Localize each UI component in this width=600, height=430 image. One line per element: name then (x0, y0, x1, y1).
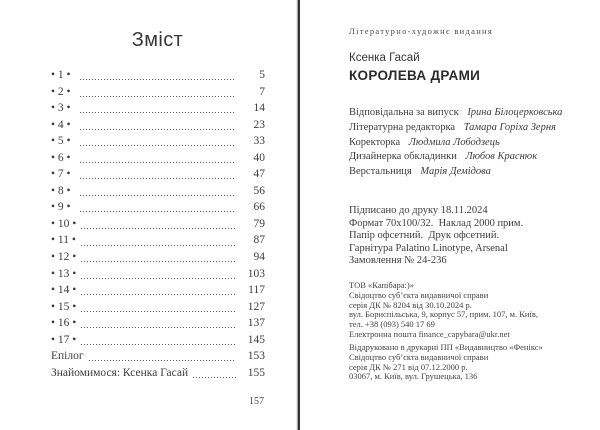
credit-role: Відповідальна за випуск (349, 107, 459, 118)
toc-page-number: 137 (247, 317, 265, 330)
toc-entry-label: • 17 • (51, 333, 77, 346)
toc-page-number: 155 (247, 366, 265, 379)
credit-row (349, 121, 562, 136)
print-info-line: Папір офсетний. Друк офсетний. (349, 230, 500, 242)
toc-row (51, 216, 265, 233)
printer-line: Свідоцтво суб’єкта видавничої справи (349, 351, 489, 362)
toc-leader-dots (81, 278, 236, 279)
toc-leader-dots (80, 79, 236, 80)
toc-leader-dots (80, 145, 236, 146)
credit-person: Людмила Лободзець (408, 136, 500, 148)
toc-leader-dots (80, 96, 236, 97)
toc-entry-label: Епілог (51, 350, 84, 363)
credits-list (349, 106, 562, 180)
toc-page-number: 23 (253, 118, 265, 131)
toc-row (51, 84, 265, 101)
toc-leader-dots (80, 211, 236, 212)
print-info-line: Замовлення № 24-236 (349, 255, 447, 267)
toc-entry-label: • 10 • (51, 217, 77, 230)
credit-row (349, 106, 562, 121)
toc-leader-dots (81, 245, 236, 246)
toc-page-number: 5 (259, 69, 265, 81)
credit-role: Дизайнерка обкладинки (349, 151, 457, 163)
toc-page-number: 7 (259, 85, 265, 98)
toc-page-number: 103 (247, 267, 265, 280)
toc-leader-dots (81, 228, 236, 229)
toc-row (51, 133, 265, 150)
toc-row (51, 183, 265, 200)
toc-row (51, 166, 265, 183)
toc-leader-dots (81, 294, 236, 295)
toc-row (51, 232, 265, 249)
toc-page-number: 79 (253, 217, 265, 230)
toc-row (51, 100, 265, 117)
toc-page-number: 87 (253, 234, 265, 247)
toc-page-number: 56 (253, 184, 265, 197)
credit-row (349, 165, 562, 180)
author-name: Ксенка Гасай (349, 52, 420, 64)
toc-leader-dots (81, 261, 236, 262)
toc-entry-label: • 3 • (51, 102, 71, 115)
toc-page-number: 127 (247, 300, 265, 313)
toc-row (51, 365, 265, 382)
credit-role: Верстальниця (349, 166, 412, 178)
toc-row (51, 117, 265, 134)
publisher-line: вул. Бориспільська, 9, корпус 57, прим. 107, м. Київ, (349, 309, 538, 320)
toc-leader-dots (80, 195, 236, 196)
toc-entry-label: • 9 • (51, 201, 71, 214)
credit-row (349, 136, 562, 151)
toc-entry-label: • 14 • (51, 284, 77, 297)
toc-row (51, 332, 265, 349)
printer-line: 03067, м. Київ, вул. Грушецька, 136 (349, 371, 478, 382)
publisher-line: серія ДК № 8204 від 30.10.2024 р. (349, 299, 472, 310)
toc-list (51, 67, 265, 381)
publisher-line: ТОВ «Капібара:)» (349, 280, 414, 290)
credit-role: Літературна редакторка (349, 121, 456, 133)
toc-entry-label: • 13 • (51, 267, 77, 280)
toc-row (51, 315, 265, 332)
credit-person: Любов Краснюк (465, 151, 538, 163)
print-info-line: Формат 70x100/32. Наклад 2000 прим. (349, 217, 524, 229)
toc-entry-label: • 4 • (51, 118, 71, 131)
print-info-line: Підписано до друку 18.11.2024 (349, 205, 488, 216)
printer-line: Віддруковано в друкарні ПП «Видавництво «Фенікс» (349, 342, 543, 352)
credit-row (349, 150, 562, 165)
toc-leader-dots (80, 162, 236, 163)
toc-page-number: 145 (247, 333, 265, 346)
publisher-line: Електронна пошта finance_capybara@ukr.net (349, 328, 510, 339)
toc-leader-dots (193, 377, 236, 378)
toc-row (51, 67, 265, 84)
publisher-block (349, 281, 538, 340)
toc-row (51, 299, 265, 316)
print-info-line: Гарнітура Palatino Linotype, Arsenal (349, 242, 508, 254)
toc-page-number: 47 (253, 168, 265, 181)
credit-role: Коректорка (349, 136, 401, 148)
toc-row (51, 150, 265, 167)
toc-leader-dots (80, 129, 236, 130)
credit-person: Марія Демідова (420, 166, 491, 178)
toc-page-number: 33 (253, 135, 265, 148)
print-info-block (349, 205, 523, 268)
toc-entry-label: Знайомимося: Ксенка Гасай (51, 366, 189, 379)
publisher-line: тел. +38 (093) 540 17 69 (349, 319, 435, 330)
toc-entry-label: • 8 • (51, 184, 71, 197)
toc-page (0, 0, 296, 430)
toc-entry-label: • 2 • (51, 85, 71, 98)
left-page-folio: 157 (249, 396, 264, 407)
toc-row (51, 266, 265, 283)
toc-entry-label: • 6 • (51, 151, 71, 164)
toc-page-number: 117 (248, 284, 265, 297)
colophon-page (300, 0, 600, 430)
toc-leader-dots (81, 311, 236, 312)
credit-person: Тамара Горіха Зерня (463, 121, 556, 133)
toc-leader-dots (80, 112, 236, 113)
edition-type-label: Літературно-художнє видання (349, 26, 494, 36)
toc-row (51, 249, 265, 266)
toc-entry-label: • 5 • (51, 135, 71, 148)
toc-page-number: 94 (253, 251, 265, 264)
printer-block (349, 343, 543, 382)
printer-line: серія ДК № 271 від 07.12.2000 р. (349, 361, 468, 372)
toc-entry-label: • 11 • (51, 234, 76, 247)
toc-row (51, 282, 265, 299)
toc-leader-dots (81, 327, 236, 328)
publisher-line: Свідоцтво суб’єкта видавничої справи (349, 289, 489, 300)
toc-row (51, 199, 265, 216)
toc-page-number: 14 (253, 102, 265, 115)
toc-entry-label: • 15 • (51, 300, 77, 313)
toc-title: Зміст (131, 29, 184, 51)
toc-page-number: 153 (247, 350, 265, 363)
toc-leader-dots (81, 344, 236, 345)
toc-entry-label: • 1 • (51, 69, 71, 81)
credit-person: Ірина Білоцерковська (467, 107, 563, 118)
toc-entry-label: • 7 • (51, 168, 71, 181)
toc-entry-label: • 16 • (51, 317, 77, 330)
toc-row (51, 348, 265, 365)
toc-page-number: 66 (253, 201, 265, 214)
toc-leader-dots (89, 360, 236, 361)
toc-entry-label: • 12 • (51, 251, 77, 264)
toc-leader-dots (80, 178, 236, 179)
toc-page-number: 40 (253, 151, 265, 164)
book-title: КОРОЛЕВА ДРАМИ (349, 68, 481, 83)
